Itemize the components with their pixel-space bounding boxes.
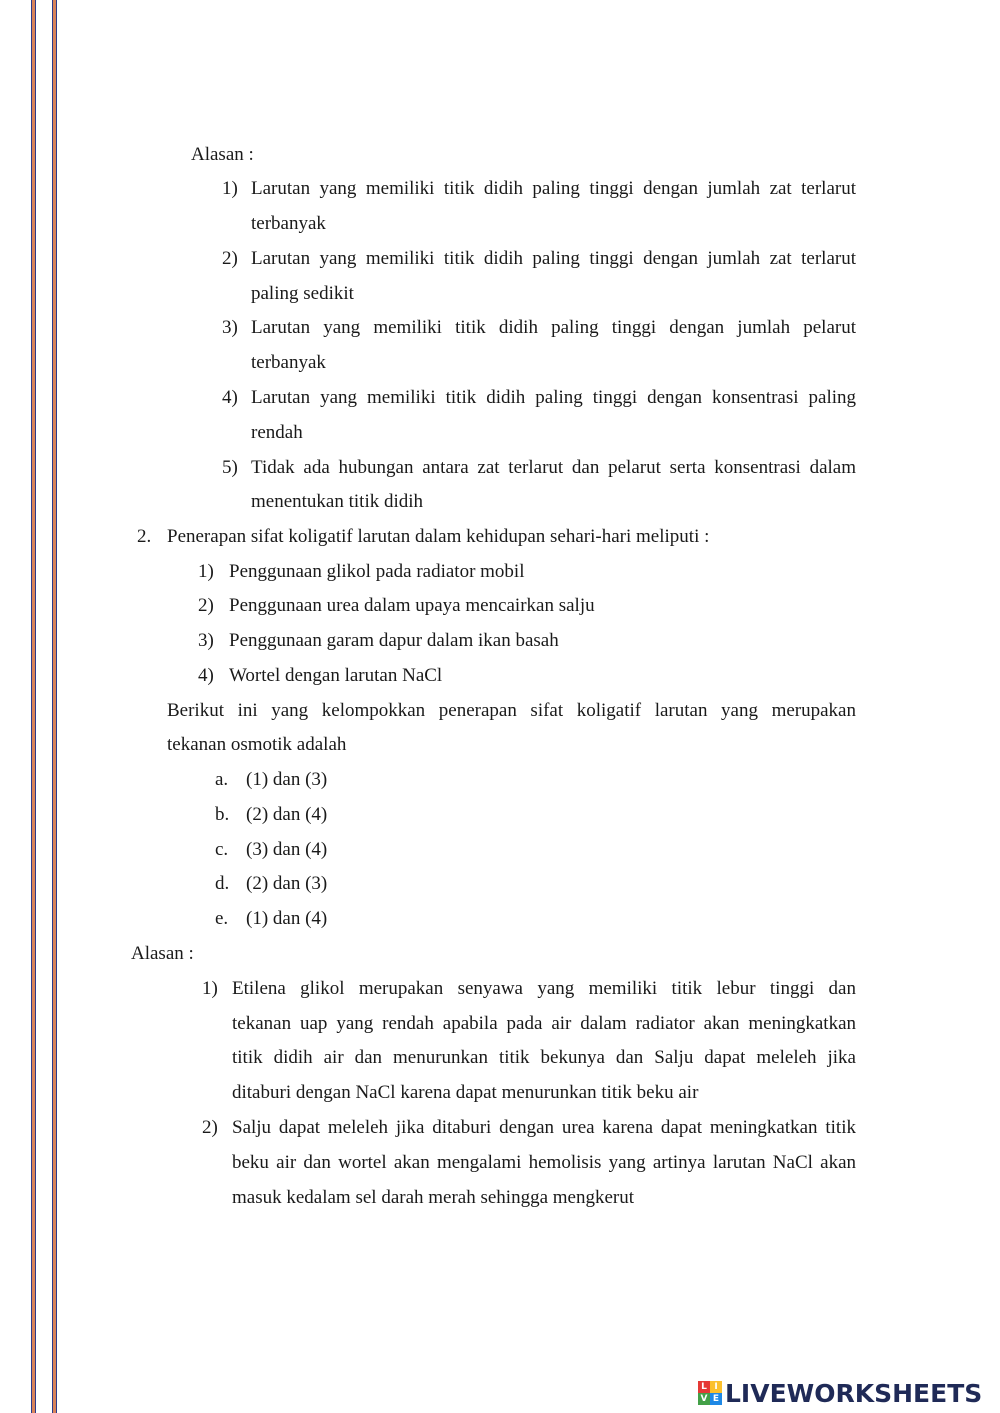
- list-item-text: ditaburi dengan NaCl karena dapat menurunkan titik beku air: [232, 1082, 699, 1103]
- option-text[interactable]: (1) dan (3): [246, 769, 328, 790]
- question-prompt: tekanan osmotik adalah: [167, 734, 347, 755]
- liveworksheets-logo-icon: L I V E: [698, 1381, 722, 1405]
- option-text[interactable]: (2) dan (3): [246, 873, 328, 894]
- list-item-text: Etilena glikol merupakan senyawa yang memiliki titik lebur tinggi dan: [232, 978, 856, 999]
- option-text[interactable]: (3) dan (4): [246, 839, 328, 860]
- list-number: 1): [222, 178, 238, 199]
- list-number: 3): [198, 630, 214, 651]
- list-item-text: Tidak ada hubungan antara zat terlarut dan pelarut serta konsentrasi dalam: [251, 457, 856, 478]
- list-item-text: paling sedikit: [251, 283, 354, 304]
- list-number: 4): [222, 387, 238, 408]
- list-item-text: Larutan yang memiliki titik didih paling tinggi dengan jumlah zat terlarut: [251, 178, 856, 199]
- list-item-text: beku air dan wortel akan mengalami hemolisis yang artinya larutan NaCl akan: [232, 1152, 856, 1173]
- list-number: 1): [198, 561, 214, 582]
- left-border-bar: [52, 0, 57, 1413]
- alasan-label: Alasan :: [191, 144, 254, 165]
- alasan-label: Alasan :: [131, 943, 194, 964]
- list-number: 4): [198, 665, 214, 686]
- list-item-text: Penggunaan urea dalam upaya mencairkan salju: [229, 595, 595, 616]
- list-item-text: Penggunaan garam dapur dalam ikan basah: [229, 630, 559, 651]
- list-number: 2): [222, 248, 238, 269]
- option-text[interactable]: (2) dan (4): [246, 804, 328, 825]
- question-prompt: Berikut ini yang kelompokkan penerapan sifat koligatif larutan yang merupakan: [167, 700, 856, 721]
- list-item-text: Larutan yang memiliki titik didih paling tinggi dengan jumlah pelarut: [251, 317, 856, 338]
- list-number: 2): [198, 595, 214, 616]
- option-text[interactable]: (1) dan (4): [246, 908, 328, 929]
- liveworksheets-logo[interactable]: [698, 1378, 982, 1408]
- option-letter: b.: [215, 804, 230, 825]
- list-item-text: Penggunaan glikol pada radiator mobil: [229, 561, 525, 582]
- question-number: 2.: [137, 526, 152, 547]
- list-item-text: titik didih air dan menurunkan titik bekunya dan Salju dapat meleleh jika: [232, 1047, 856, 1068]
- logo-text: LIVEWORKSHEETS: [725, 1378, 983, 1408]
- list-item-text: masuk kedalam sel darah merah sehingga mengkerut: [232, 1187, 635, 1208]
- list-item-text: rendah: [251, 422, 303, 443]
- list-item-text: Larutan yang memiliki titik didih paling tinggi dengan konsentrasi paling: [251, 387, 856, 408]
- option-letter: d.: [215, 873, 230, 894]
- question-text: Penerapan sifat koligatif larutan dalam kehidupan sehari-hari meliputi :: [167, 526, 710, 547]
- list-item-text: terbanyak: [251, 352, 326, 373]
- list-number: 5): [222, 457, 238, 478]
- list-number: 1): [202, 978, 218, 999]
- list-item-text: Wortel dengan larutan NaCl: [229, 665, 443, 686]
- list-item-text: terbanyak: [251, 213, 326, 234]
- list-number: 2): [202, 1117, 218, 1138]
- list-item-text: Larutan yang memiliki titik didih paling tinggi dengan jumlah zat terlarut: [251, 248, 856, 269]
- left-border-bar: [31, 0, 36, 1413]
- list-item-text: menentukan titik didih: [251, 491, 424, 512]
- list-item-text: Salju dapat meleleh jika ditaburi dengan urea karena dapat meningkatkan titik: [232, 1117, 856, 1138]
- list-number: 3): [222, 317, 238, 338]
- option-letter: a.: [215, 769, 229, 790]
- list-item-text: tekanan uap yang rendah apabila pada air dalam radiator akan meningkatkan: [232, 1013, 856, 1034]
- option-letter: c.: [215, 839, 229, 860]
- option-letter: e.: [215, 908, 229, 929]
